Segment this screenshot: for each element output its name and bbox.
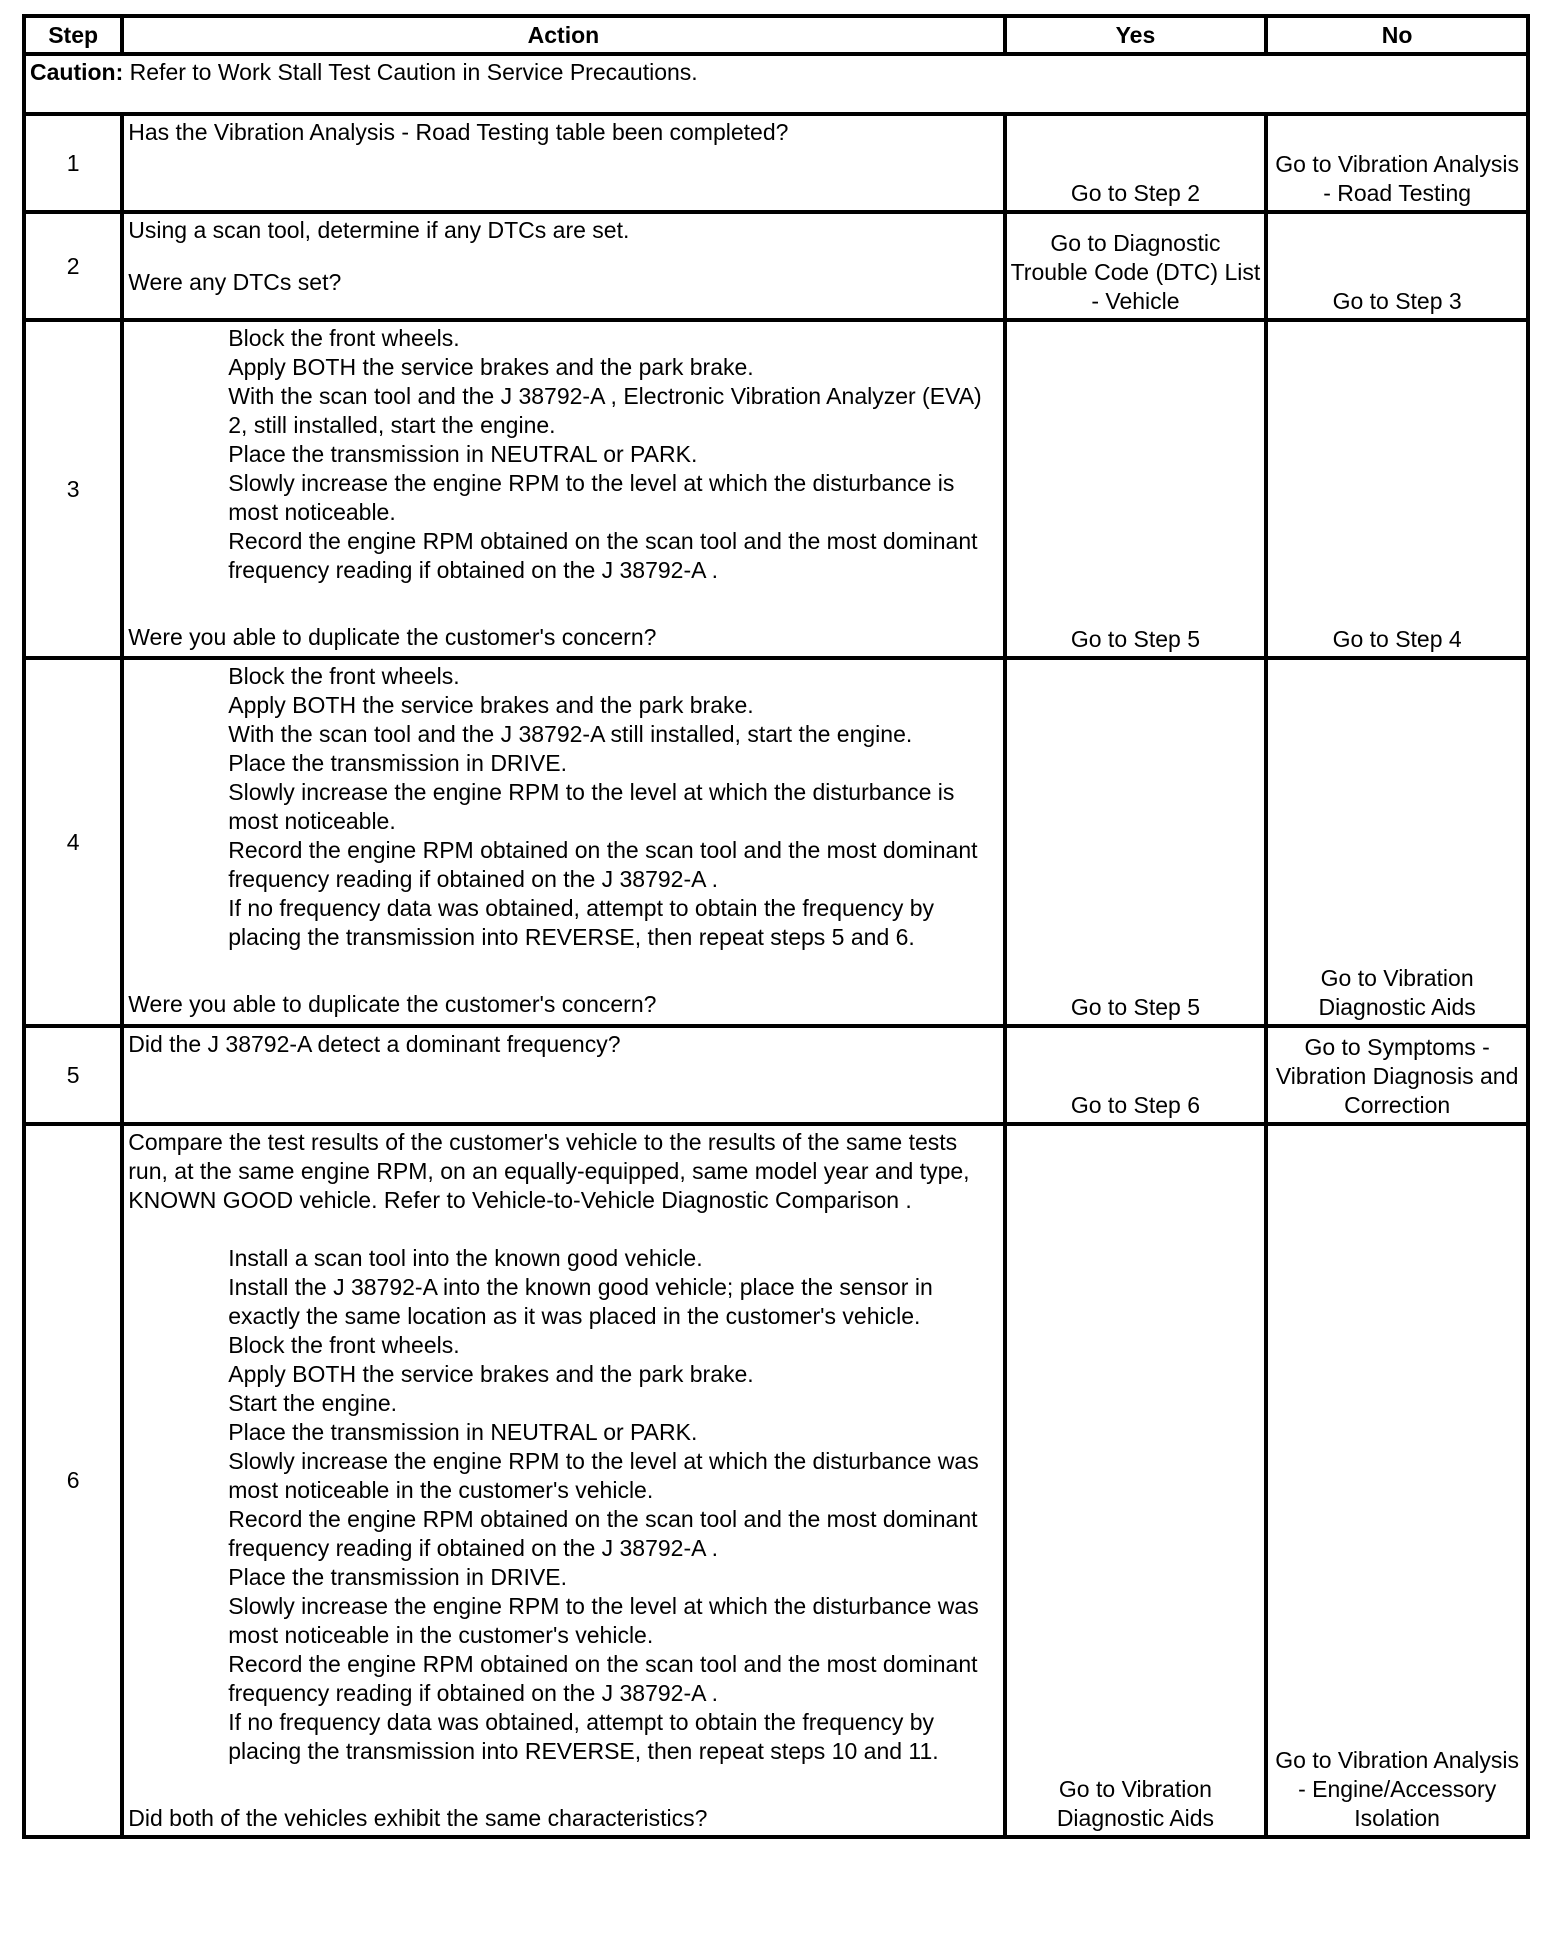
no-result: Go to Step 4 [1266, 320, 1528, 658]
list-item: Block the front wheels. [228, 325, 460, 351]
action-intro: Using a scan tool, determine if any DTCs are set. [128, 217, 630, 243]
list-item: Place the transmission in DRIVE. [228, 750, 567, 776]
list-item: Place the transmission in DRIVE. [228, 1564, 567, 1590]
yes-result: Go to Step 2 [1005, 114, 1267, 212]
action-cell [122, 320, 1004, 658]
action-cell [122, 114, 1004, 212]
list-item: Apply BOTH the service brakes and the park brake. [228, 1361, 754, 1387]
no-result: Go to Step 3 [1266, 212, 1528, 320]
action-intro: Compare the test results of the customer's vehicle to the results of the same tests run, at the same engine RPM, on an equally-equipped, same model year and type, KNOWN GOOD vehicle. Refer to Vehicle-to-Vehicle Diagnostic Comparison . [128, 1129, 970, 1213]
step-number: 6 [24, 1124, 122, 1837]
yes-result: Go to Vibration Diagnostic Aids [1005, 1124, 1267, 1837]
list-item: Record the engine RPM obtained on the scan tool and the most dominant frequency reading if obtained on the J 38792-A . [228, 528, 978, 583]
table-row-step-4 [24, 658, 1528, 1026]
caution-label: Caution: [30, 59, 124, 85]
header-action: Action [122, 16, 1004, 54]
list-item: Install the J 38792-A into the known good vehicle; place the sensor in exactly the same location as it was placed in the customer's vehicle. [228, 1274, 933, 1329]
table-row-step-5 [24, 1026, 1528, 1124]
table-row-step-1 [24, 114, 1528, 212]
yes-result: Go to Diagnostic Trouble Code (DTC) List - Vehicle [1005, 212, 1267, 320]
procedure-list [128, 662, 998, 952]
list-item: Record the engine RPM obtained on the scan tool and the most dominant frequency reading if obtained on the J 38792-A . [228, 1651, 978, 1706]
list-item: With the scan tool and the J 38792-A , Electronic Vibration Analyzer (EVA) 2, still installed, start the engine. [228, 383, 982, 438]
action-question: Were any DTCs set? [128, 269, 342, 295]
list-item: Record the engine RPM obtained on the scan tool and the most dominant frequency reading if obtained on the J 38792-A . [228, 1506, 978, 1561]
header-no: No [1266, 16, 1528, 54]
list-item: Slowly increase the engine RPM to the level at which the disturbance is most noticeable. [228, 779, 955, 834]
action-cell [122, 1124, 1004, 1837]
action-question: Did both of the vehicles exhibit the same characteristics? [128, 1805, 708, 1831]
list-item: Record the engine RPM obtained on the scan tool and the most dominant frequency reading if obtained on the J 38792-A . [228, 837, 978, 892]
diagnostic-table [22, 14, 1530, 1839]
list-item: Start the engine. [228, 1390, 398, 1416]
list-item: Install a scan tool into the known good vehicle. [228, 1245, 703, 1271]
no-result: Go to Vibration Analysis - Road Testing [1266, 114, 1528, 212]
list-item: If no frequency data was obtained, attempt to obtain the frequency by placing the transmission into REVERSE, then repeat steps 10 and 11. [228, 1709, 939, 1764]
caution-text: Refer to Work Stall Test Caution in Service Precautions. [129, 59, 698, 85]
yes-result: Go to Step 5 [1005, 320, 1267, 658]
yes-result: Go to Step 5 [1005, 658, 1267, 1026]
yes-result: Go to Step 6 [1005, 1026, 1267, 1124]
no-result: Go to Symptoms - Vibration Diagnosis and Correction [1266, 1026, 1528, 1124]
action-cell [122, 212, 1004, 320]
action-question: Were you able to duplicate the customer's concern? [128, 624, 657, 650]
caution-cell [24, 54, 1528, 114]
action-question: Has the Vibration Analysis - Road Testing table been completed? [128, 119, 789, 145]
list-item: Block the front wheels. [228, 663, 460, 689]
step-number: 5 [24, 1026, 122, 1124]
list-item: Slowly increase the engine RPM to the level at which the disturbance is most noticeable. [228, 470, 955, 525]
procedure-list [128, 1244, 998, 1766]
step-number: 3 [24, 320, 122, 658]
list-item: With the scan tool and the J 38792-A still installed, start the engine. [228, 721, 913, 747]
action-cell [122, 1026, 1004, 1124]
list-item: Place the transmission in NEUTRAL or PARK. [228, 441, 698, 467]
header-step: Step [24, 16, 122, 54]
action-question: Did the J 38792-A detect a dominant frequency? [128, 1031, 621, 1057]
table-row-step-3 [24, 320, 1528, 658]
action-cell [122, 658, 1004, 1026]
list-item: Place the transmission in NEUTRAL or PARK. [228, 1419, 698, 1445]
list-item: Block the front wheels. [228, 1332, 460, 1358]
step-number: 4 [24, 658, 122, 1026]
header-row [24, 16, 1528, 54]
header-yes: Yes [1005, 16, 1267, 54]
list-item: Slowly increase the engine RPM to the level at which the disturbance was most noticeable in the customer's vehicle. [228, 1593, 979, 1648]
table-row-step-6 [24, 1124, 1528, 1837]
procedure-list [128, 324, 998, 585]
list-item: Slowly increase the engine RPM to the level at which the disturbance was most noticeable in the customer's vehicle. [228, 1448, 979, 1503]
step-number: 1 [24, 114, 122, 212]
no-result: Go to Vibration Diagnostic Aids [1266, 658, 1528, 1026]
no-result: Go to Vibration Analysis - Engine/Accessory Isolation [1266, 1124, 1528, 1837]
table-row-step-2 [24, 212, 1528, 320]
action-question: Were you able to duplicate the customer's concern? [128, 991, 657, 1017]
caution-row [24, 54, 1528, 114]
step-number: 2 [24, 212, 122, 320]
list-item: Apply BOTH the service brakes and the park brake. [228, 354, 754, 380]
list-item: If no frequency data was obtained, attempt to obtain the frequency by placing the transmission into REVERSE, then repeat steps 5 and 6. [228, 895, 935, 950]
list-item: Apply BOTH the service brakes and the park brake. [228, 692, 754, 718]
